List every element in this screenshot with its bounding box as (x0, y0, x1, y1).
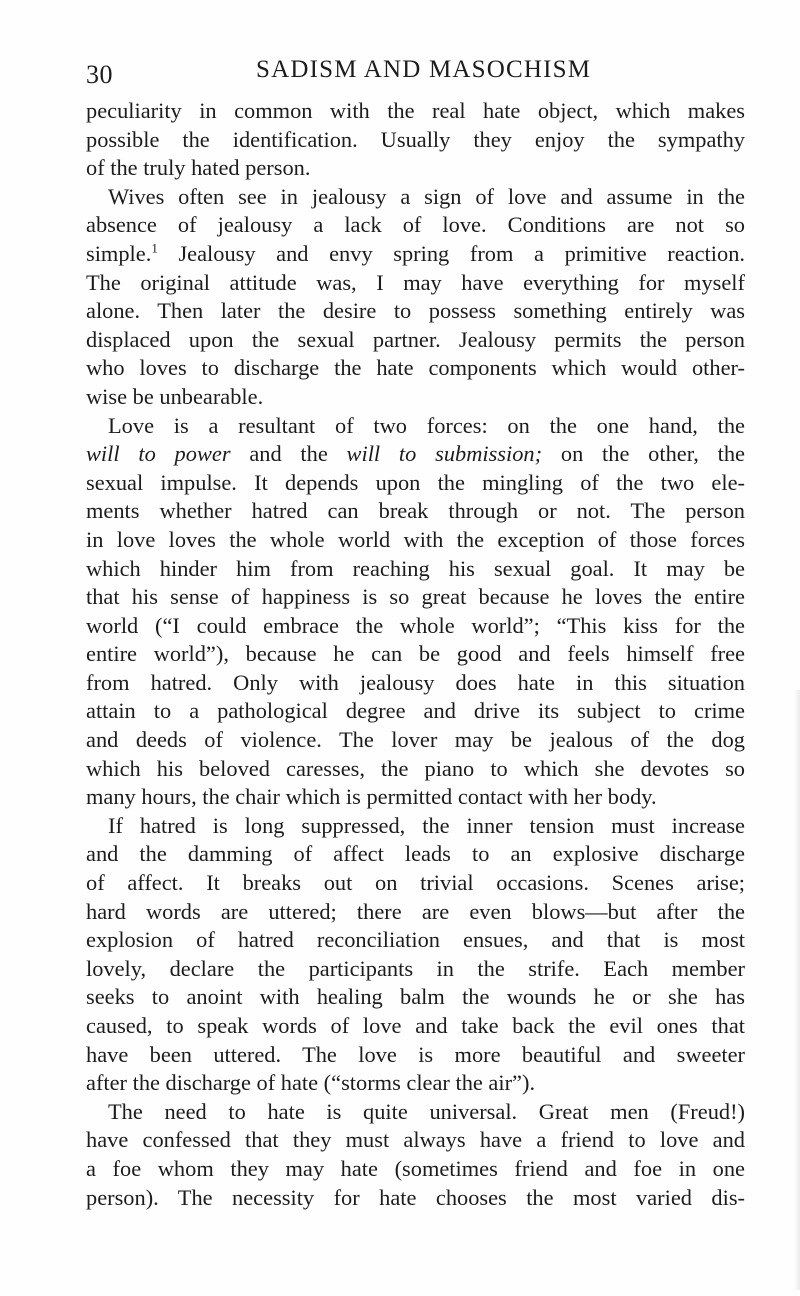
text-line: The original attitude was, I may have everything for myself (86, 269, 745, 295)
text-line: a foe whom they may hate (sometimes friend and foe in one (86, 1155, 745, 1181)
text-line: of affect. It breaks out on trivial occasions. Scenes arise; (86, 870, 745, 896)
text-line: of the truly hated person. (86, 155, 311, 181)
text-line: which his beloved caresses, the piano to which she devotes so (86, 755, 745, 781)
text-line: have confessed that they must always have a friend to love and (86, 1127, 745, 1153)
text-line: Love is a resultant of two forces: on the one hand, the (108, 412, 745, 438)
text-line: from hatred. Only with jealousy does hate in this situation (86, 669, 745, 695)
text-fragment: and the (249, 441, 328, 467)
body-text (86, 97, 745, 1212)
page-edge-shadow (794, 690, 800, 1290)
text-fragment: simple. (86, 240, 152, 266)
running-head (86, 56, 746, 90)
text-line: peculiarity in common with the real hate object, which makes (86, 98, 745, 123)
text-line (86, 440, 745, 469)
text-line: caused, to speak words of love and take back the evil ones that (86, 1013, 745, 1038)
text-line: which hinder him from reaching his sexual goal. It may be (86, 555, 745, 581)
text-line: ments whether hatred can break through or not. The person (86, 498, 745, 524)
page-number: 30 (86, 60, 113, 89)
text-line: displaced upon the sexual partner. Jealousy permits the person (86, 326, 745, 352)
text-line: explosion of hatred reconciliation ensues, and that is most (86, 927, 745, 953)
text-line: and the damming of affect leads to an explosive discharge (86, 841, 745, 867)
text-line: world (“I could embrace the whole world”; “This kiss for the (86, 612, 745, 638)
text-fragment: Jealousy and envy spring from a primitive reaction. (178, 240, 745, 266)
italic-phrase: will to power (86, 441, 231, 467)
text-line: entire world”), because he can be good and feels himself free (86, 641, 745, 667)
text-line: who loves to discharge the hate components which would other- (86, 355, 745, 381)
text-line: that his sense of happiness is so great because he loves the entire (86, 584, 745, 610)
text-line: absence of jealousy a lack of love. Conditions are not so (86, 212, 745, 238)
text-line: possible the identification. Usually they enjoy the sympathy (86, 126, 745, 152)
text-line: The need to hate is quite universal. Great men (Freud!) (108, 1098, 745, 1124)
text-line: many hours, the chair which is permitted contact with her body. (86, 784, 657, 810)
text-line: person). The necessity for hate chooses the most varied dis- (86, 1184, 745, 1210)
text-fragment: on the other, the (560, 441, 745, 467)
text-line: seeks to anoint with healing balm the wounds he or she has (86, 984, 745, 1010)
text-line: and deeds of violence. The lover may be jealous of the dog (86, 727, 745, 753)
running-title: SADISM AND MASOCHISM (256, 56, 592, 83)
text-line (86, 240, 745, 269)
text-line: in love loves the whole world with the exception of those forces (86, 526, 745, 552)
text-line: sexual impulse. It depends upon the mingling of the two ele- (86, 469, 745, 495)
text-line: hard words are uttered; there are even blows—but after the (86, 898, 745, 924)
italic-phrase: will to submission; (346, 441, 543, 467)
text-line: have been uttered. The love is more beautiful and sweeter (86, 1041, 745, 1067)
text-line: If hatred is long suppressed, the inner tension must increase (108, 812, 745, 838)
text-line: alone. Then later the desire to possess something entirely was (86, 298, 745, 324)
text-line: attain to a pathological degree and drive its subject to crime (86, 698, 745, 724)
footnote-marker[interactable]: 1 (151, 240, 158, 256)
text-line: lovely, declare the participants in the strife. Each member (86, 955, 745, 981)
text-line: after the discharge of hate (“storms clear the air”). (86, 1070, 536, 1096)
text-line: Wives often see in jealousy a sign of love and assume in the (108, 183, 745, 209)
text-line: wise be unbearable. (86, 383, 264, 409)
